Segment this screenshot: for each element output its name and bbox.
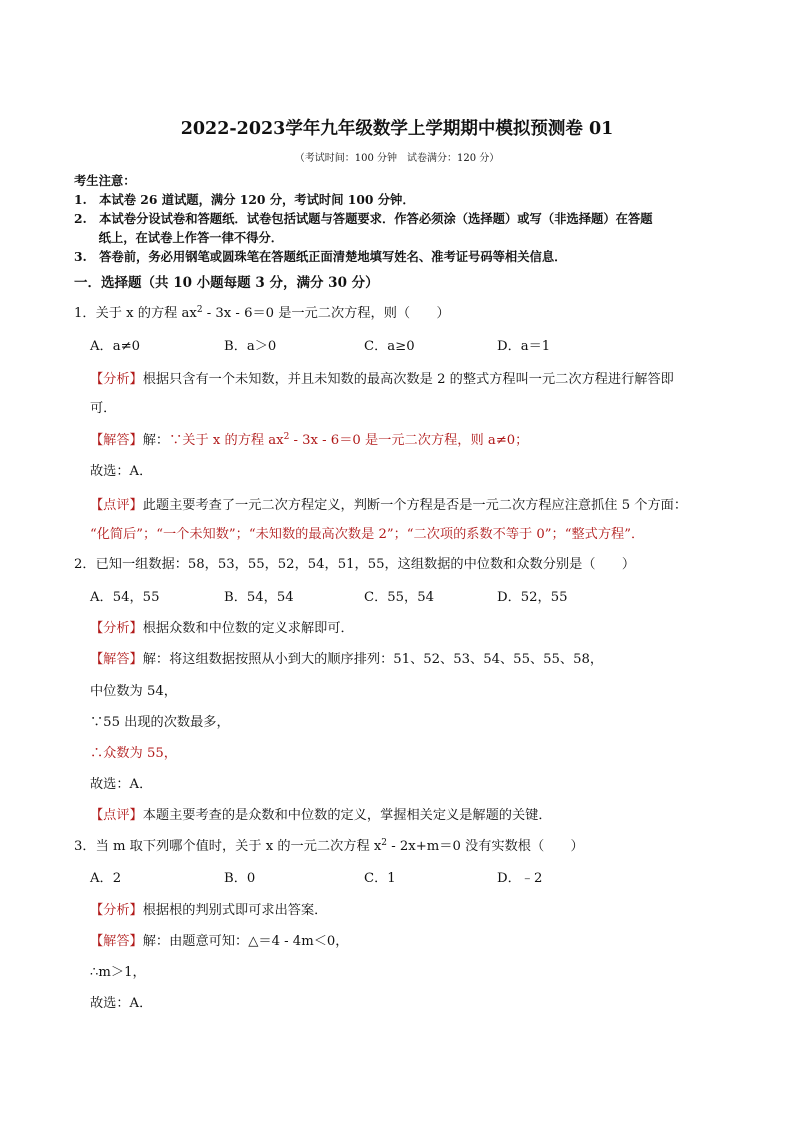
q2-because: ∵55 出现的次数最多， <box>90 715 230 730</box>
q2-therefore: ∴众数为 55， <box>90 746 177 761</box>
section-heading: 一．选择题（共 10 小题每题 3 分，满分 30 分） <box>74 275 379 291</box>
q2-option-d: D．52，55 <box>497 590 568 605</box>
q2-choice: 故选：A． <box>90 777 153 792</box>
q3-option-a: A．2 <box>90 871 122 886</box>
q2-option-b: B．54，54 <box>224 590 294 605</box>
question-2-stem: 2．已知一组数据：58，53，55，52，54，51，55，这组数据的中位数和众数分别是（ ） <box>74 557 636 572</box>
notice-item: 1. 本试卷 26 道试题，满分 120 分，考试时间 100 分钟． <box>74 192 415 207</box>
q2-option-a: A．54，55 <box>90 590 160 605</box>
q2-option-c: C．55，54 <box>364 590 435 605</box>
q3-answer: 【解答】解：由题意可知：△＝4 - 4m＜0， <box>90 934 349 949</box>
q3-option-d: D．﹣2 <box>497 871 543 886</box>
question-1-stem: 1．关于 x 的方程 $ax^2 - 3x - 6=0$ 是一元二次方程，则（ ） <box>74 305 450 321</box>
q1-option-c: C．a≥0 <box>364 339 415 354</box>
q1-option-a: A．a≠0 <box>90 339 141 354</box>
q3-option-b: B．0 <box>224 871 256 886</box>
q2-analysis: 【分析】根据众数和中位数的定义求解即可． <box>90 621 354 636</box>
q1-analysis: 【分析】根据只含有一个未知数，并且未知数的最高次数是 2 的整式方程叫一元二次方程进行解答即 <box>90 372 674 387</box>
q3-option-c: C．1 <box>364 871 396 886</box>
q1-choice: 故选：A． <box>90 464 153 479</box>
q1-analysis-cont: 可． <box>90 401 117 416</box>
exam-subtitle: （考试时间：100 分钟 试卷满分：120 分） <box>294 153 500 164</box>
page-title: 2022-2023学年九年级数学上学期期中模拟预测卷 01 <box>180 119 614 139</box>
question-3-stem: 3．当 m 取下列哪个值时，关于 x 的一元二次方程 $x^2 - 2x+m=0$ 没有实数根（ ） <box>74 838 584 854</box>
notice-heading: 考生注意： <box>74 173 136 188</box>
q2-median: 中位数为 54， <box>90 684 177 699</box>
q3-therefore: ∴m＞1， <box>90 965 146 980</box>
q1-comment: 【点评】此题主要考查了一元二次方程定义，判断一个方程是否是一元二次方程应注意抓住 5 个方面： <box>90 498 688 513</box>
notice-item: 3. 答卷前，务必用钢笔或圆珠笔在答题纸正面清楚地填写姓名、准考证号码等相关信息． <box>74 249 567 264</box>
q2-comment: 【点评】本题主要考查的是众数和中位数的定义，掌握相关定义是解题的关键． <box>90 808 552 823</box>
q3-analysis: 【分析】根据根的判别式即可求出答案． <box>90 903 328 918</box>
q1-answer: 【解答】解：∵关于 x 的方程 $ax^2 - 3x - 6=0$ 是一元二次方程，则 a≠0； <box>90 432 529 448</box>
q3-choice: 故选：A． <box>90 996 153 1011</box>
q1-comment-cont: “化简后”；“一个未知数”；“未知数的最高次数是 2”；“二次项的系数不等于 0”；“整式方程”． <box>90 527 645 542</box>
q1-option-b: B．a＞0 <box>224 339 277 354</box>
notice-item: 纸上，在试卷上作答一律不得分． <box>74 230 284 245</box>
notice-item: 2. 本试卷分设试卷和答题纸．试卷包括试题与答题要求．作答必须涂（选择题）或写（非选择题）在答题 <box>74 211 653 226</box>
q2-answer: 【解答】解：将这组数据按照从小到大的顺序排列：51、52、53、54、55、55、58， <box>90 652 604 667</box>
q1-option-d: D．a＝1 <box>497 339 551 354</box>
